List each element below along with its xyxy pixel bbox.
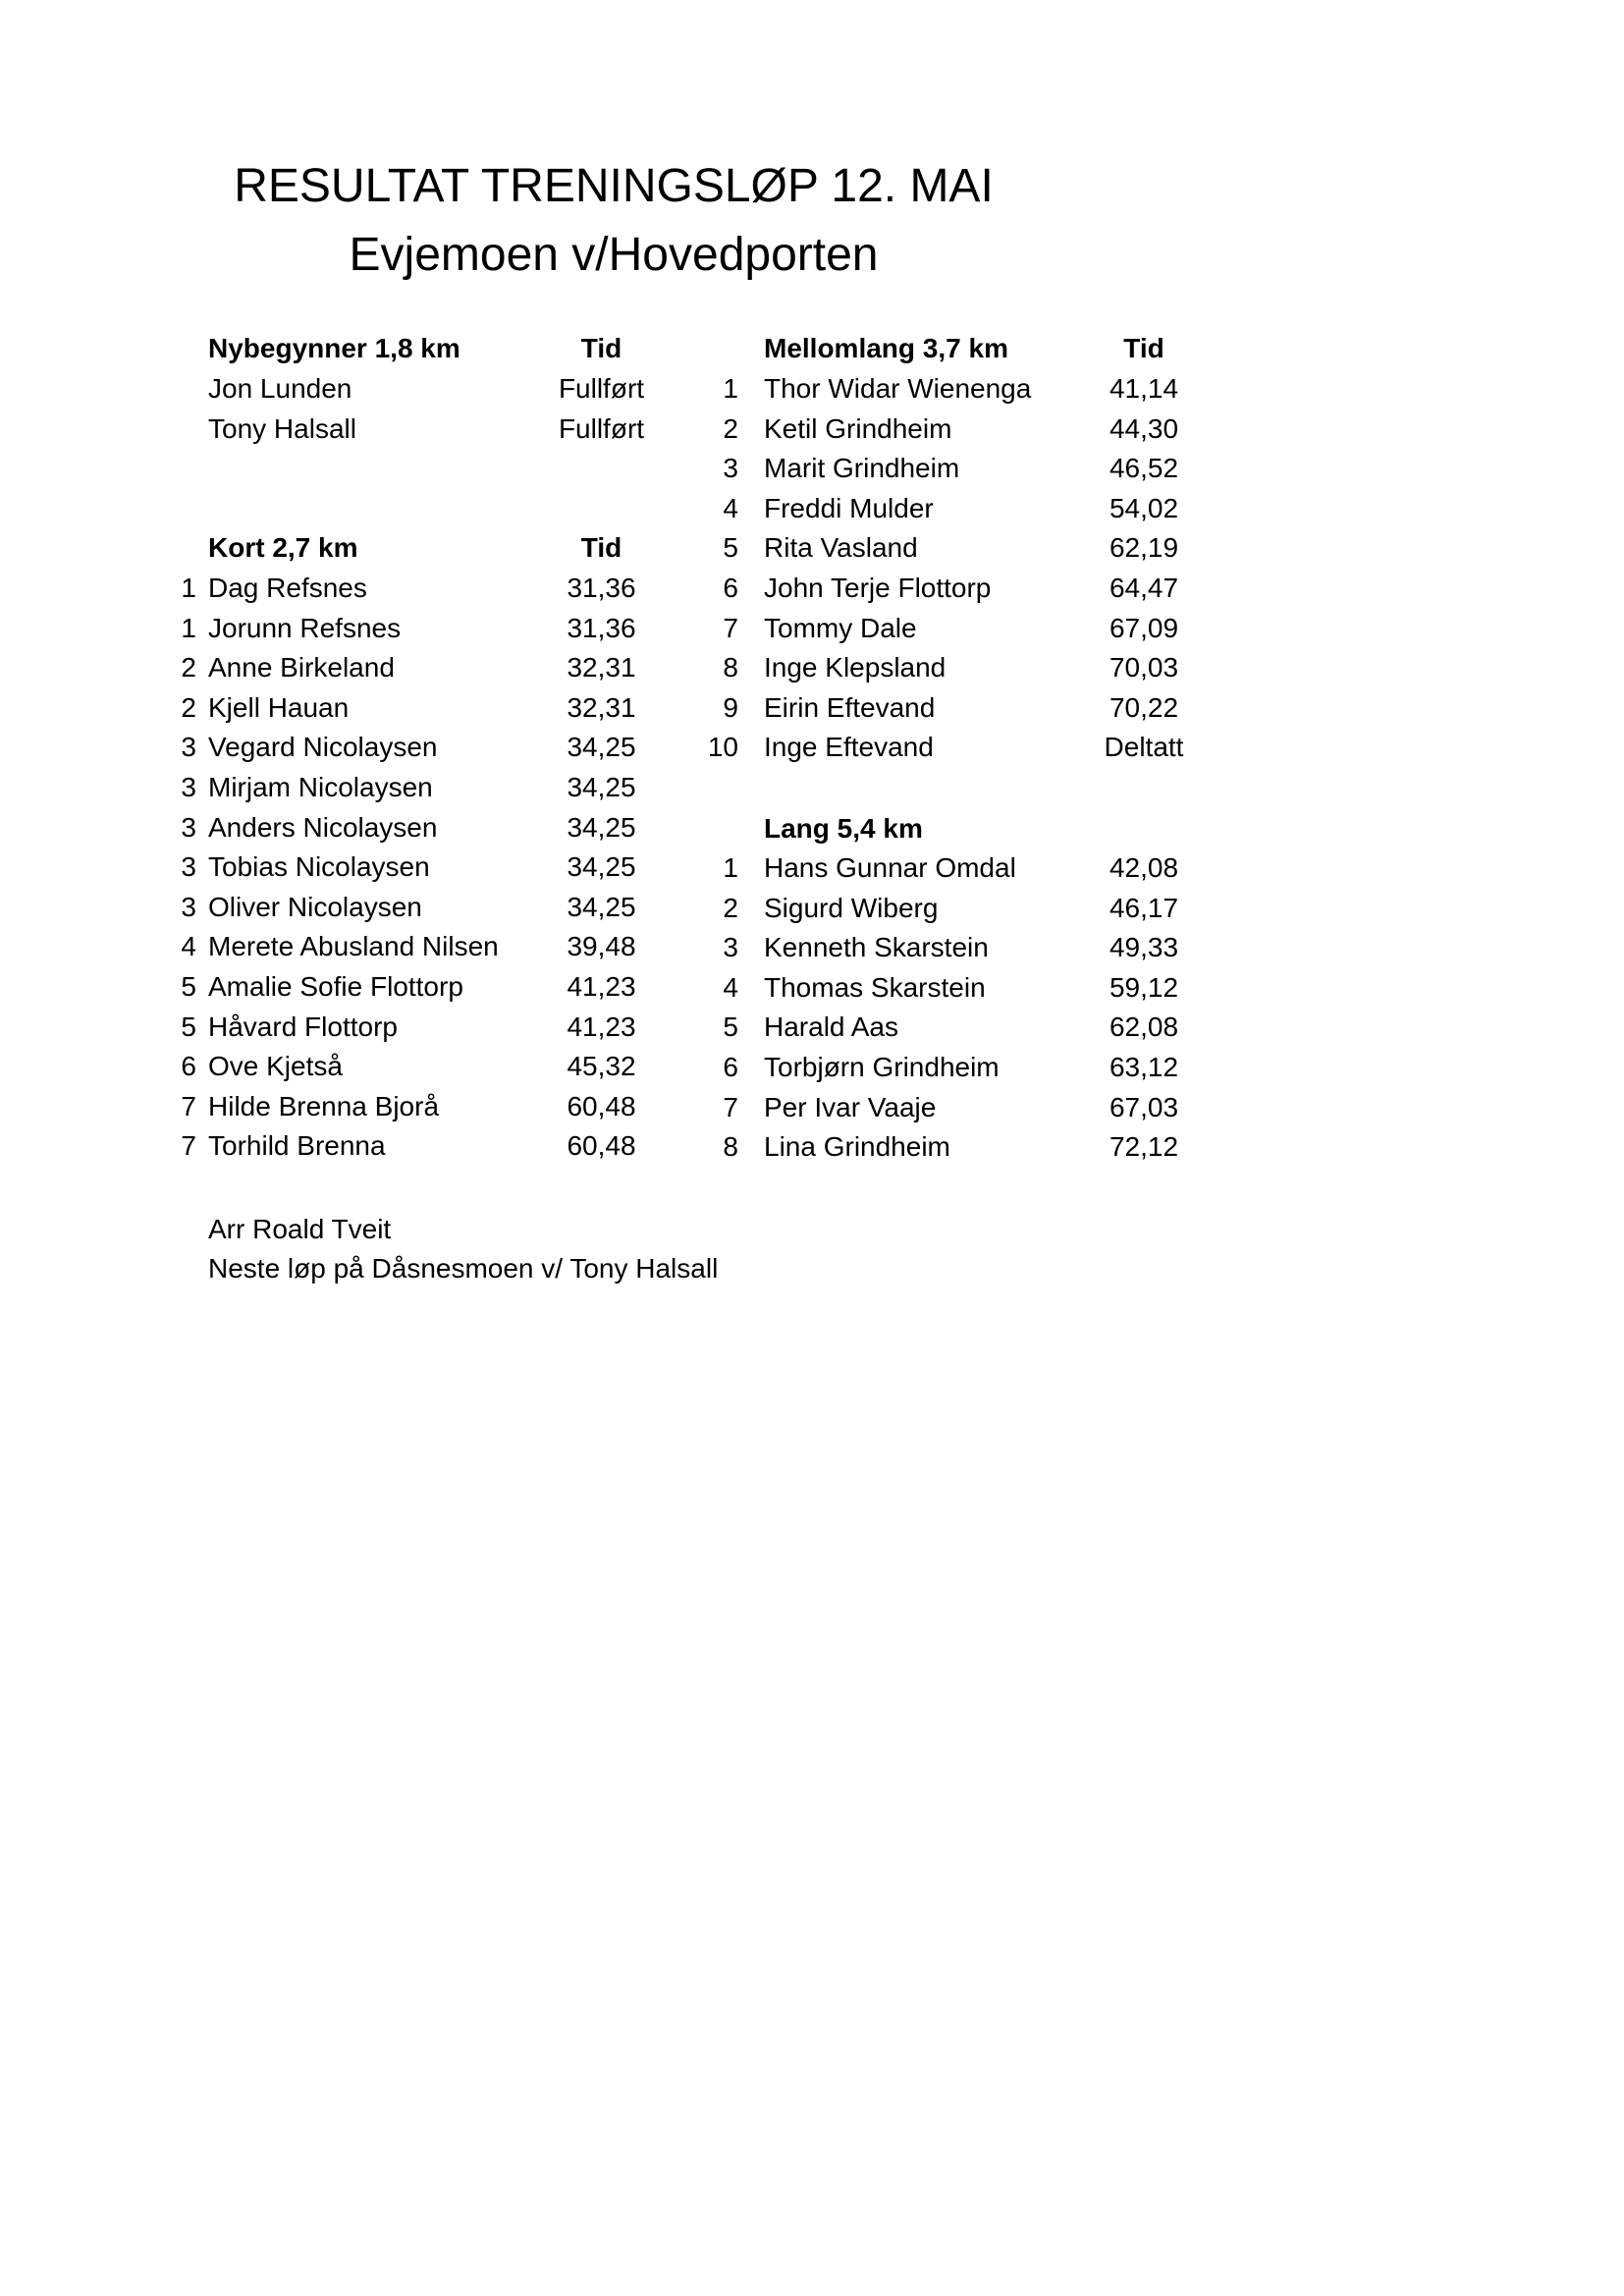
lang-time: 42,08 [1109,852,1179,883]
kort-name: Jorunn Refsnes [208,612,402,643]
kort-name: Mirjam Nicolaysen [208,772,433,802]
lang-time: 46,17 [1109,892,1179,923]
kort-place: 5 [181,971,196,1002]
lang-place: 8 [723,1131,738,1163]
mellomlang-name: Thor Widar Wienenga [764,373,1032,404]
mellomlang-name: John Terje Flottorp [764,573,992,603]
kort-place: 7 [181,1130,196,1162]
kort-time: 45,32 [567,1051,636,1082]
mellomlang-time: 41,14 [1109,373,1179,404]
kort-name: Anders Nicolaysen [208,811,438,843]
kort-time: 32,31 [567,652,636,683]
lang-place: 4 [723,971,738,1003]
kort-place: 7 [181,1090,196,1121]
mellomlang-row [0,728,1276,767]
lang-place: 7 [723,1091,738,1122]
mellomlang-name: Rita Vasland [764,532,918,564]
mellomlang-header-row [0,329,1276,368]
lang-time: 49,33 [1109,932,1179,963]
kort-place: 3 [181,811,196,843]
footer-organizer: Arr Roald Tveit [208,1214,392,1244]
lang-row [0,928,1276,967]
lang-place: 3 [723,932,738,963]
kort-time: 60,48 [567,1090,636,1121]
kort-time: 31,36 [567,573,636,603]
kort-name: Dag Refsnes [208,573,367,603]
lang-name: Hans Gunnar Omdal [764,852,1016,883]
kort-time: 34,25 [567,811,636,843]
footer [208,1210,718,1288]
lang-name: Thomas Skarstein [764,971,986,1003]
mellomlang-row [0,449,1276,488]
lang-time: 59,12 [1109,971,1179,1003]
lang-header: Lang 5,4 km [764,813,923,844]
nybegynner-name: Tony Halsall [208,412,356,444]
lang-row [0,889,1276,928]
kort-place: 3 [181,851,196,883]
kort-place: 5 [181,1011,196,1042]
mellomlang-place: 1 [723,373,738,404]
lang-row [0,1127,1276,1167]
kort-name: Torhild Brenna [208,1130,386,1162]
nybegynner-time: Fullført [558,412,645,444]
mellomlang-row [0,688,1276,728]
mellomlang-time: 44,30 [1109,412,1179,444]
kort-place: 4 [181,931,196,962]
kort-time: 34,25 [567,732,636,763]
kort-place: 3 [181,772,196,802]
lang-name: Kenneth Skarstein [764,932,989,963]
kort-name: Amalie Sofie Flottorp [208,971,463,1002]
title-line-2: Evjemoen v/Hovedporten [349,229,879,281]
kort-place: 2 [181,652,196,683]
mellomlang-row [0,569,1276,608]
mellomlang-name: Inge Klepsland [764,652,947,683]
kort-name: Ove Kjetså [208,1051,343,1082]
mellomlang-row [0,410,1276,449]
mellomlang-name: Ketil Grindheim [764,412,952,444]
mellomlang-place: 8 [723,652,738,683]
mellomlang-time-header: Tid [1123,333,1164,363]
mellomlang-name: Tommy Dale [764,612,917,643]
lang-time: 67,03 [1109,1091,1179,1122]
kort-time-header: Tid [580,532,623,563]
mellomlang-time: 62,19 [1109,532,1179,564]
right-column [0,0,1276,1178]
lang-row [0,968,1276,1008]
lang-name: Per Ivar Vaaje [764,1091,937,1122]
lang-time: 63,12 [1109,1052,1179,1082]
kort-time: 60,48 [567,1130,636,1162]
kort-name: Vegard Nicolaysen [208,732,438,763]
lang-row [0,1088,1276,1127]
nybegynner-name: Jon Lunden [208,373,352,404]
kort-name: Anne Birkeland [208,652,395,683]
mellomlang-time: 70,03 [1109,652,1179,683]
kort-time: 41,23 [567,1011,636,1042]
kort-time: 34,25 [567,772,636,802]
mellomlang-time: 70,22 [1109,691,1179,723]
kort-place: 3 [181,732,196,763]
lang-row [0,848,1276,888]
lang-time: 62,08 [1109,1011,1179,1043]
kort-name: Hilde Brenna Bjorå [208,1090,440,1121]
title-line-1: RESULTAT TRENINGSLØP 12. MAI [234,160,994,212]
kort-time: 34,25 [567,851,636,883]
mellomlang-place: 9 [723,691,738,723]
kort-place: 1 [181,573,196,603]
kort-place: 3 [181,891,196,922]
kort-time: 34,25 [567,891,636,922]
mellomlang-time: 46,52 [1109,453,1179,484]
mellomlang-name: Freddi Mulder [764,492,934,523]
mellomlang-place: 10 [707,732,738,763]
kort-name: Oliver Nicolaysen [208,891,422,922]
lang-name: Lina Grindheim [764,1131,950,1163]
kort-name: Kjell Hauan [208,691,350,723]
kort-name: Håvard Flottorp [208,1011,398,1042]
kort-time: 31,36 [567,612,636,643]
mellomlang-name: Eirin Eftevand [764,691,936,723]
mellomlang-place: 4 [723,492,738,523]
lang-time: 72,12 [1109,1131,1179,1163]
mellomlang-place: 2 [723,412,738,444]
footer-next-race: Neste løp på Dåsnesmoen v/ Tony Halsall [208,1253,719,1284]
kort-time: 39,48 [567,931,636,962]
mellomlang-place: 6 [723,573,738,603]
mellomlang-place: 5 [723,532,738,564]
kort-place: 2 [181,691,196,723]
mellomlang-header: Mellomlang 3,7 km [764,333,1008,363]
kort-name: Tobias Nicolaysen [208,851,430,883]
mellomlang-time: Deltatt [1104,732,1184,763]
mellomlang-name: Inge Eftevand [764,732,934,763]
nybegynner-header: Nybegynner 1,8 km [208,333,460,363]
mellomlang-time: 54,02 [1109,492,1179,523]
lang-place: 5 [723,1011,738,1043]
lang-name: Harald Aas [764,1011,898,1043]
lang-place: 6 [723,1052,738,1082]
kort-time: 32,31 [567,691,636,723]
kort-time: 41,23 [567,971,636,1002]
mellomlang-row [0,489,1276,528]
mellomlang-row [0,528,1276,568]
nybegynner-time: Fullført [558,373,645,404]
mellomlang-time: 64,47 [1109,573,1179,603]
lang-header-row [0,809,1276,848]
kort-header: Kort 2,7 km [208,532,358,563]
lang-name: Sigurd Wiberg [764,892,939,923]
nybegynner-time-header: Tid [580,333,623,363]
kort-place: 6 [181,1051,196,1082]
mellomlang-name: Marit Grindheim [764,453,960,484]
lang-place: 2 [723,892,738,923]
lang-place: 1 [723,852,738,883]
mellomlang-row [0,648,1276,687]
lang-row [0,1008,1276,1047]
mellomlang-row [0,609,1276,648]
mellomlang-time: 67,09 [1109,612,1179,643]
mellomlang-row [0,369,1276,409]
lang-name: Torbjørn Grindheim [764,1052,1000,1082]
mellomlang-place: 3 [723,453,738,484]
mellomlang-place: 7 [723,612,738,643]
lang-row [0,1048,1276,1087]
kort-name: Merete Abusland Nilsen [208,931,499,962]
kort-place: 1 [181,612,196,643]
